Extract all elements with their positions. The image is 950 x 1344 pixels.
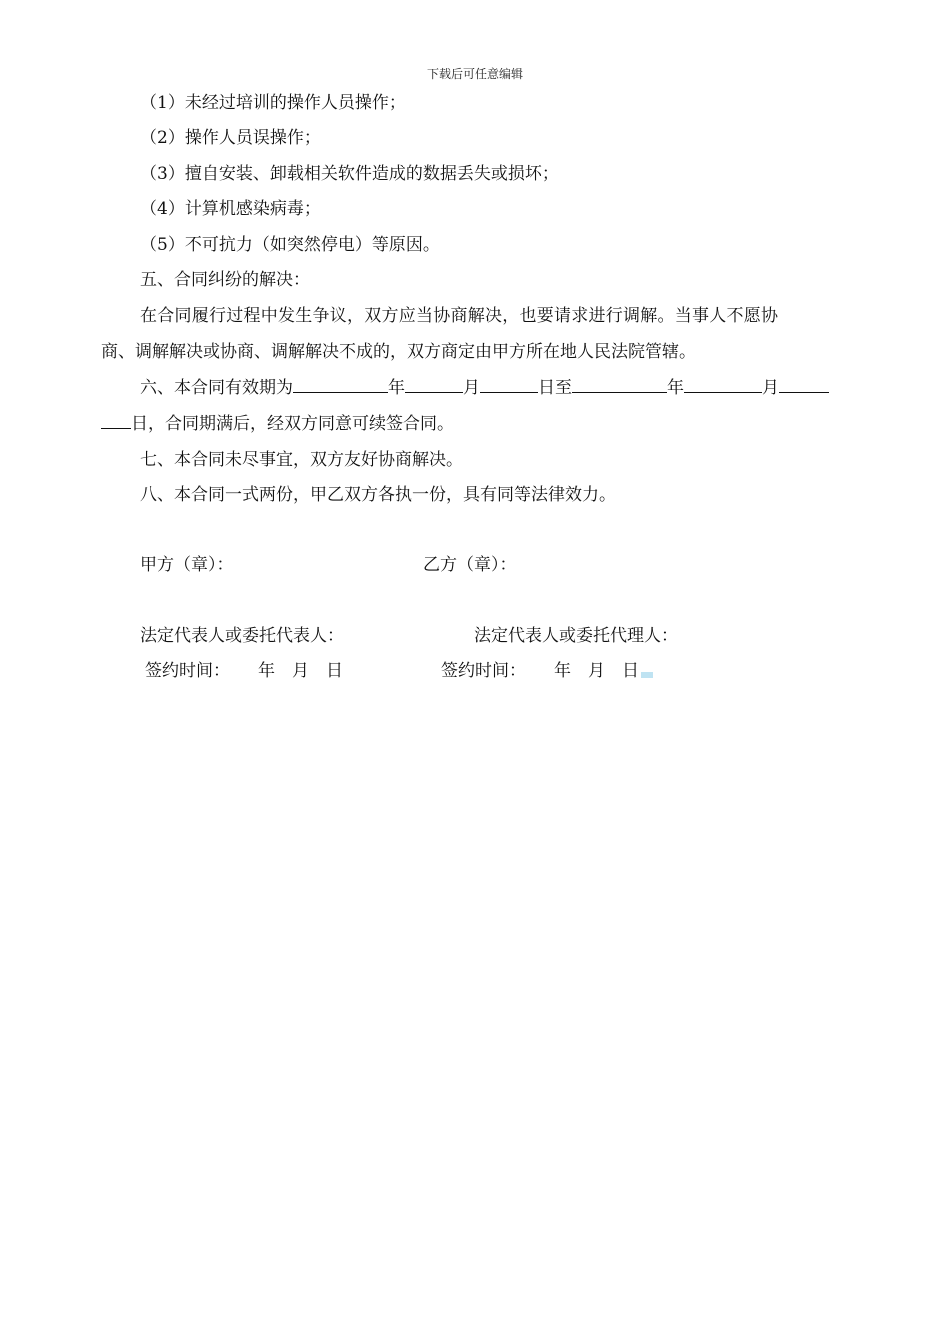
validity-period-line-2 [101,412,454,435]
text-cursor-marker [641,672,653,678]
end-day-blank-part-1[interactable] [779,376,829,393]
end-day-blank-part-2[interactable] [101,412,131,429]
end-year-blank[interactable] [572,376,667,393]
party-a-sign-date [145,660,343,682]
start-month-blank[interactable] [405,376,463,393]
list-item: （5）不可抗力（如突然停电）等原因。 [140,235,440,255]
party-a-seal-label: 甲方（章）： [140,555,234,575]
sign-date-label: 签约时间： [441,661,526,681]
sign-date-value: 年 月 日 [554,661,639,681]
month-label: 月 [463,378,480,398]
party-b-representative-label: 法定代表人或委托代理人： [474,626,678,646]
list-item: （3）擅自安装、卸载相关软件造成的数据丢失或损坏； [140,164,559,184]
section-heading-disputes: 五、合同纠纷的解决： [140,270,310,290]
party-a-representative-label: 法定代表人或委托代表人： [140,626,344,646]
party-b-sign-date [441,660,653,682]
section-copies: 八、本合同一式两份，甲乙双方各执一份，具有同等法律效力。 [140,485,616,505]
month-label: 月 [762,378,779,398]
dispute-paragraph-line-1: 在合同履行过程中发生争议，双方应当协商解决，也要请求进行调解。当事人不愿协 [140,306,779,326]
end-month-blank[interactable] [684,376,762,393]
day-to-label: 日至 [538,378,572,398]
list-item: （2）操作人员误操作； [140,128,321,148]
validity-period-line [140,376,829,399]
start-day-blank[interactable] [480,376,538,393]
section-unfinished-matters: 七、本合同未尽事宜，双方友好协商解决。 [140,450,463,470]
year-label: 年 [667,378,684,398]
validity-prefix: 六、本合同有效期为 [140,378,293,398]
list-item: （1）未经过培训的操作人员操作； [140,93,406,113]
start-year-blank[interactable] [293,376,388,393]
dispute-paragraph-line-2: 商、调解解决或协商、调解解决不成的，双方商定由甲方所在地人民法院管辖。 [101,342,696,362]
renewal-text: 日，合同期满后，经双方同意可续签合同。 [131,414,454,434]
party-b-seal-label: 乙方（章）： [423,555,517,575]
sign-date-label: 签约时间： [145,661,230,681]
year-label: 年 [388,378,405,398]
list-item: （4）计算机感染病毒； [140,199,321,219]
page-header-note: 下载后可任意编辑 [426,67,523,81]
sign-date-value: 年 月 日 [258,661,343,681]
